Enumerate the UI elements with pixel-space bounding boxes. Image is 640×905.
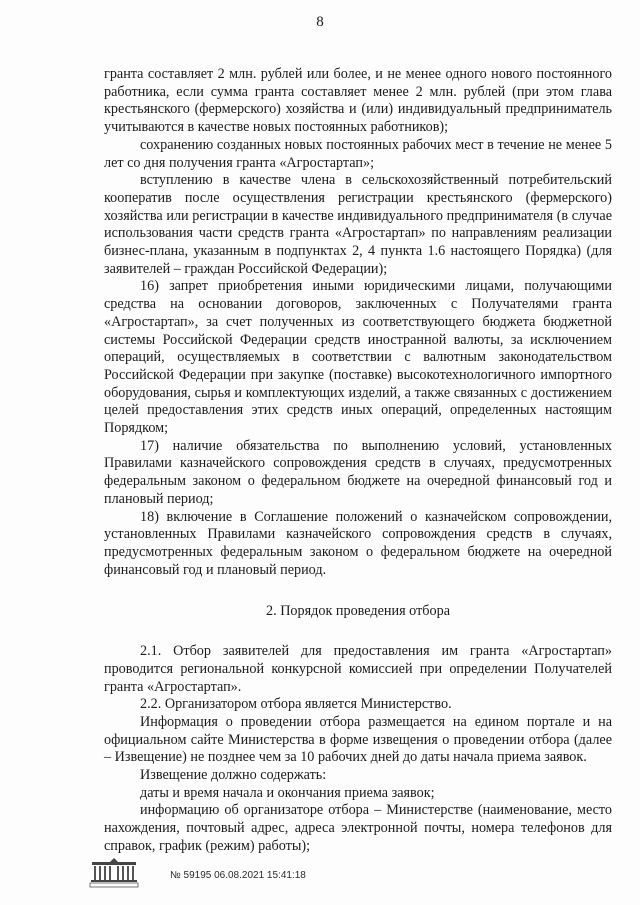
government-building-stamp-icon — [88, 858, 144, 888]
paragraph: 17) наличие обязательства по выполнению условий, установленных Правилами казначейского сопровождения средств в случаях, предусмотренных федеральным законом о федеральном бюджете на очередной финансовый год и плановый период; — [104, 437, 612, 507]
paragraph: даты и время начала и окончания приема заявок; — [140, 784, 435, 801]
document-body — [104, 66, 612, 856]
footer — [88, 858, 348, 892]
paragraph: Информация о проведении отбора размещается на едином портале и на официальном сайте Министерства в форме извещения о проведении отбора (далее – Извещение) не позднее чем за 10 рабочих дней до даты начала приема заявок. — [104, 713, 612, 766]
section-heading: 2. Порядок проведения отбора — [266, 603, 450, 620]
paragraph: 2.2. Организатором отбора является Министерство. — [140, 696, 452, 713]
paragraph: гранта составляет 2 млн. рублей или более, и не менее одного нового постоянного работника, если сумма гранта составляет менее 2 млн. рублей (при этом глава крестьянского (фермерского) хозяйства и (или) индивидуальный предприниматель учитываются в качестве новых постоянных работников); — [104, 66, 612, 136]
document-registration-number: № 59195 06.08.2021 15:41:18 — [170, 870, 306, 881]
paragraph: информацию об организаторе отбора – Министерстве (наименование, место нахождения, почтовый адрес, адреса электронной почты, номера телефонов для справок, график (режим) работы); — [104, 802, 612, 854]
paragraph: Извещение должно содержать: — [140, 767, 327, 784]
paragraph: вступлению в качестве члена в сельскохозяйственный потребительский кооператив после осуществления регистрации крестьянского (фермерского) хозяйства или регистрации в качестве индивидуального предпринимателя (в случае использования части средств гранта «Агростартап» по направлениям реализации бизнес-плана, указанным в подпунктах 2, 4 пункта 1.6 настоящего Порядка) (для заявителей – граждан Российской Федерации); — [104, 172, 612, 277]
paragraph: сохранению созданных новых постоянных рабочих мест в течение не менее 5 лет со дня получения гранта «Агростартап»; — [104, 136, 612, 171]
page-number: 8 — [316, 14, 324, 30]
paragraph: 18) включение в Соглашение положений о казначейском сопровождении, установленных Правилами казначейского сопровождения средств в случаях, предусмотренных федеральным законом о федеральном бюджете на очередной финансовый год и плановый период. — [104, 508, 612, 578]
paragraph: 16) запрет приобретения иными юридическими лицами, получающими средства на основании договоров, заключенных с Получателями гранта «Агростартап», за счет полученных из соответствующего бюджета бюджетной системы Российской Федерации средств иностранной валюты, за исключением операций, осуществляемых в соответствии с валютным законодательством Российской Федерации при закупке (поставке) высокотехнологичного импортного оборудования, сырья и комплектующих изделий, а также связанных с достижением целей предоставления этих средств иных операций, определенных настоящим Порядком; — [104, 278, 612, 437]
paragraph: 2.1. Отбор заявителей для предоставления им гранта «Агростартап» проводится региональной конкурсной комиссией при определении Получателей гранта «Агростартап». — [104, 643, 612, 695]
